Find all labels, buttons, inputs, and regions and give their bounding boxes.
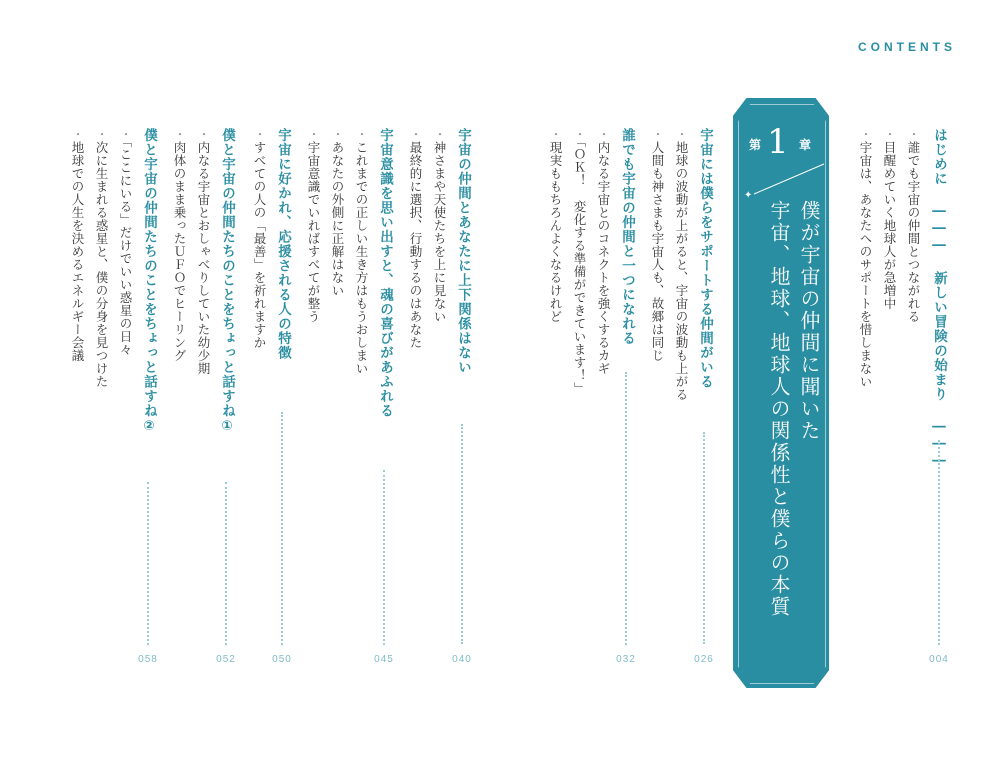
toc-item: ・ あなたの外側に正解はない [328,128,346,428]
leader-dots [147,482,149,645]
section-heading-050[interactable]: 宇宙に好かれ、応援される人の特徴 [275,128,291,360]
leader-dots [625,372,627,645]
chapter-suffix: 章 [799,138,812,152]
intro-heading[interactable]: はじめに ――― 新しい冒険の始まり ――― [931,128,947,470]
section-heading-058[interactable]: 僕と宇宙の仲間たちのことをちょっと話すね② [141,128,157,435]
section-heading-045[interactable]: 宇宙意識を思い出すと、魂の喜びがあふれる [377,128,393,418]
toc-item: ・ すべての人の「最善」を祈れますか [250,128,268,428]
toc-item: ・ 宇宙意識でいればすべてが整う [304,128,322,428]
chapter-divider-line [740,160,830,200]
leader-dots [461,424,463,644]
toc-item: ・ 内なる宇宙とおしゃべりしていた幼少期 [194,128,212,448]
toc-item: ・ 人間も神さまも宇宙人も、故郷は同じ [648,128,666,428]
section-heading-052[interactable]: 僕と宇宙の仲間たちのことをちょっと話すね① [219,128,235,435]
page-number: 050 [272,654,292,665]
chapter-number: 1 [767,122,789,162]
toc-item: ・ 肉体のまま乗ったＵＦＯでヒーリング [170,128,188,448]
page-number: 032 [616,654,636,665]
toc-item: ・ 「ＯＫ！ 変化する準備ができています！」 [570,128,588,448]
page-number: 052 [216,654,236,665]
svg-text:✦: ✦ [744,190,753,200]
toc-item: ・ 目醒めていく地球人が急増中 [880,128,898,428]
page-number: 026 [694,654,714,665]
leader-dots [703,432,705,644]
toc-item: ・ 神さまや天使たちを上に見ない [430,128,448,428]
chapter-prefix: 第 [749,138,762,152]
page-number: 058 [138,654,158,665]
toc-item: ・ 宇宙は、あなたへのサポートを惜しまない [856,128,874,448]
toc-item: ・ 地球での人生を決めるエネルギー会議 [68,128,86,448]
section-heading-026[interactable]: 宇宙には僕らをサポートする仲間がいる [697,128,713,389]
toc-item: ・ 最終的に選択、行動するのはあなた [406,128,424,428]
toc-item: ・ 内なる宇宙とのコネクトを強くするカギ [594,128,612,448]
page-number: 040 [452,654,472,665]
leader-dots [225,482,227,645]
section-heading-040[interactable]: 宇宙の仲間とあなたに上下関係はない [455,128,471,375]
toc-item: ・ 次に生まれる惑星と、僕の分身を見つけた [92,128,110,448]
toc-item: ・ 現実ももちろんよくなるけれど [546,128,564,448]
toc-item: ・ 誰でも宇宙の仲間とつながれる [904,128,922,428]
page-number: 004 [929,654,949,665]
leader-dots [281,412,283,645]
page-number: 045 [374,654,394,665]
toc-item: ・ 「ここにいる」だけでいい惑星の日々 [116,128,134,448]
chapter-title [744,200,824,670]
chapter-title-line-1: 僕が宇宙の仲間に聞いた [797,200,821,442]
leader-dots [383,470,385,645]
section-heading-032[interactable]: 誰でも宇宙の仲間と一つになれる [619,128,635,346]
toc-item: ・ これまでの正しい生き方はもうおしまい [352,128,370,448]
leader-dots [938,440,940,645]
chapter-title-line-2: 宇宙、地球、地球人の関係性と僕らの本質 [767,200,791,618]
toc-item: ・ 地球の波動が上がると、宇宙の波動も上がる [672,128,690,448]
contents-label: CONTENTS [858,40,956,54]
